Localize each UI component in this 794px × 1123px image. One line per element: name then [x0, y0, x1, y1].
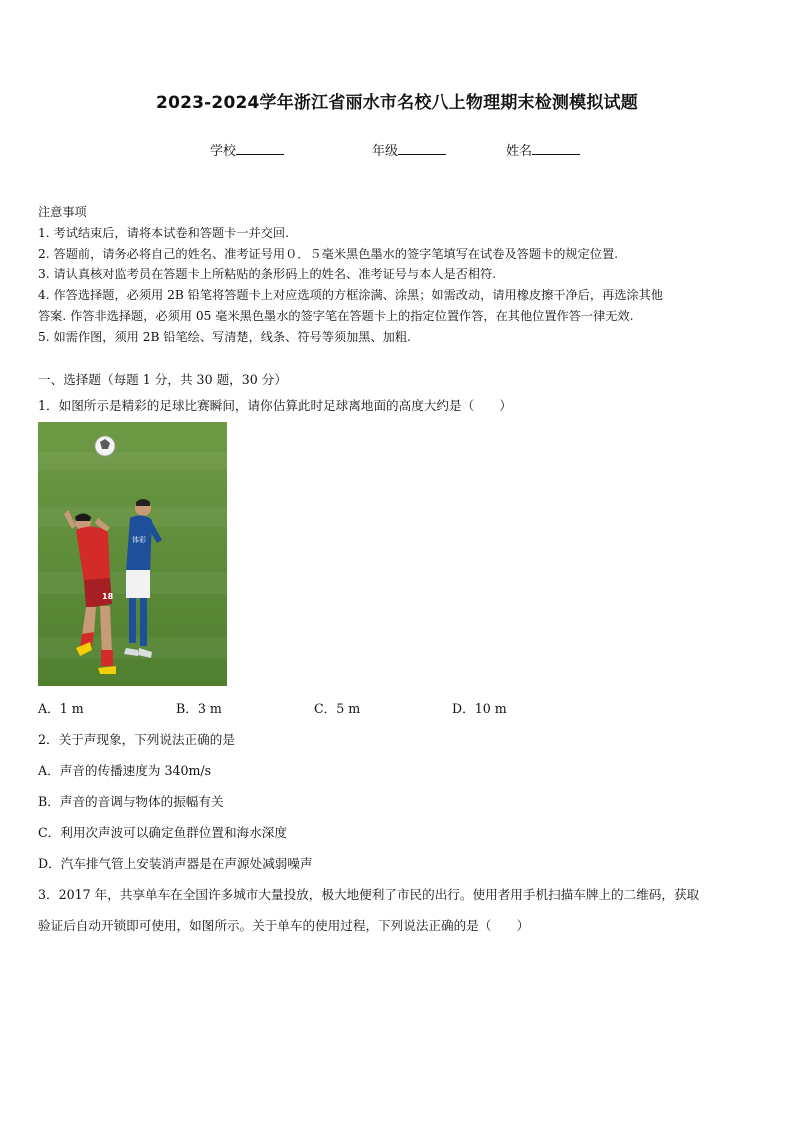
q1-option-c: C．5 m	[314, 701, 361, 716]
q1-option-a: A．1 m	[38, 701, 84, 716]
section-heading: 一、选择题（每题 1 分，共 30 题，30 分）	[38, 372, 287, 387]
notice-item: 1. 考试结束后，请将本试卷和答题卡一并交回.	[38, 226, 289, 240]
page-title: 2023-2024学年浙江省丽水市名校八上物理期末检测模拟试题	[156, 93, 638, 113]
soccer-ball	[95, 436, 115, 456]
school-label: 学校	[210, 144, 237, 159]
school-field	[210, 140, 284, 159]
q2-option-a: A．声音的传播速度为 340m/s	[38, 763, 212, 778]
name-blank	[532, 141, 580, 155]
question-3-stem-line2: 验证后自动开锁即可使用，如图所示。关于单车的使用过程，下列说法正确的是（ ）	[38, 918, 530, 933]
notice-item: 答案. 作答非选择题，必须用 05 毫米黑色墨水的签字笔在答题卡上的指定位置作答，在其他位置作答一律无效.	[38, 309, 634, 323]
grade-blank	[398, 141, 446, 155]
q2-option-d: D．汽车排气管上安装消声器是在声源处减弱噪声	[38, 856, 313, 871]
question-3-stem-line1: 3．2017 年，共享单车在全国许多城市大量投放，极大地便利了市民的出行。使用者用手机扫描车牌上的二维码，获取	[38, 887, 700, 902]
soccer-photo	[38, 422, 227, 686]
svg-text:体彩: 体彩	[132, 536, 146, 544]
q2-option-c: C．利用次声波可以确定鱼群位置和海水深度	[38, 825, 287, 840]
notice-item: 2. 答题前，请务必将自己的姓名、准考证号用０．５毫米黑色墨水的签字笔填写在试卷及答题卡的规定位置.	[38, 247, 619, 261]
school-blank	[236, 141, 284, 155]
notice-item: 3. 请认真核对监考员在答题卡上所粘贴的条形码上的姓名、准考证号与本人是否相符.	[38, 267, 497, 281]
question-2-stem: 2．关于声现象，下列说法正确的是	[38, 732, 235, 747]
q1-option-d: D．10 m	[452, 701, 507, 716]
q1-option-b: B．3 m	[176, 701, 222, 716]
name-label: 姓名	[506, 144, 533, 159]
grade-field	[372, 140, 446, 159]
notice-heading: 注意事项	[38, 205, 87, 219]
notice-item: 4. 作答选择题，必须用 2B 铅笔将答题卡上对应选项的方框涂满、涂黑；如需改动，请用橡皮擦干净后，再选涂其他	[38, 288, 663, 302]
notice-item: 5. 如需作图，须用 2B 铅笔绘、写清楚，线条、符号等须加黑、加粗.	[38, 330, 411, 344]
grade-label: 年级	[372, 144, 399, 159]
question-1-stem: 1．如图所示是精彩的足球比赛瞬间，请你估算此时足球离地面的高度大约是（ ）	[38, 398, 512, 413]
jersey-number: 18	[102, 592, 114, 601]
q2-option-b: B．声音的音调与物体的振幅有关	[38, 794, 224, 809]
name-field	[506, 140, 580, 159]
